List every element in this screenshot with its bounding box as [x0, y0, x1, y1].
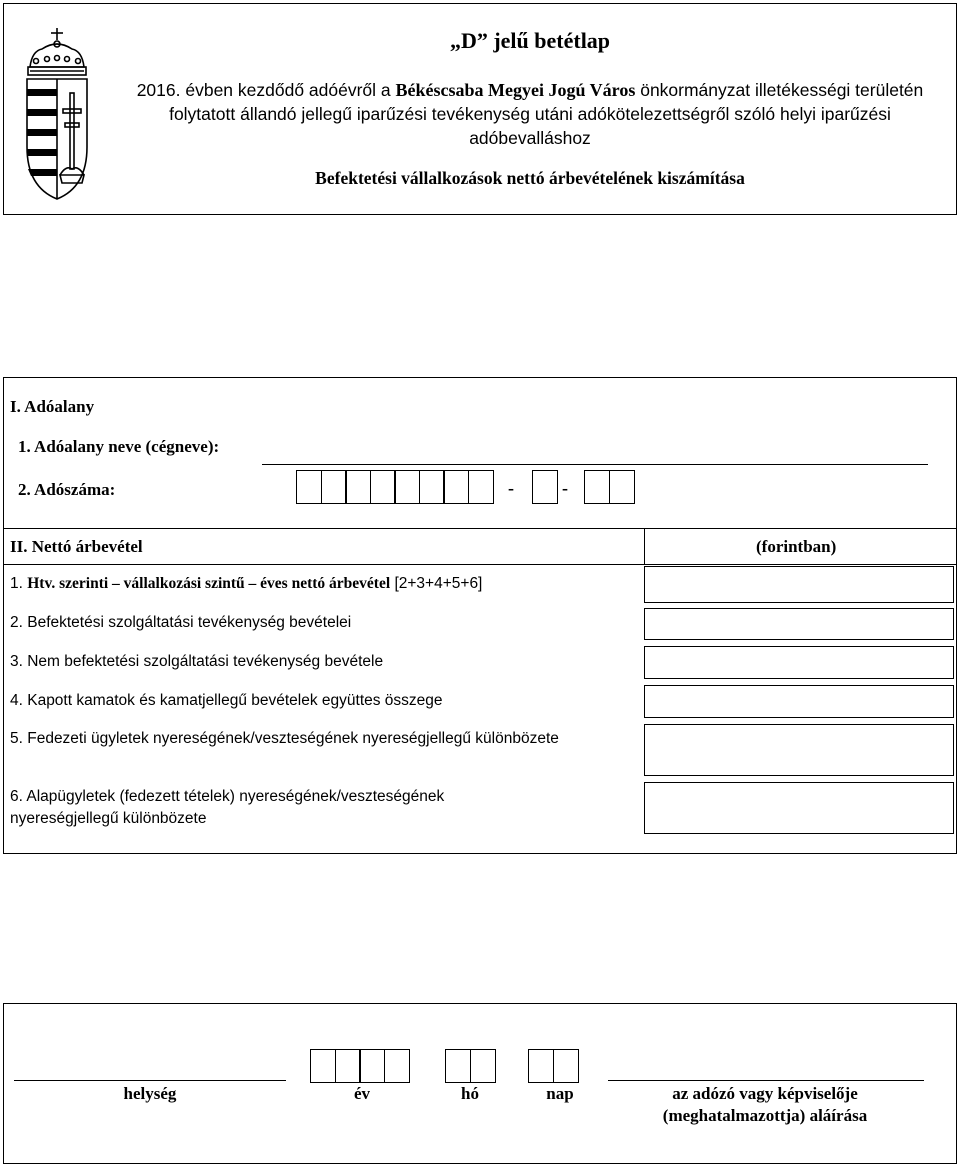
tax-number-cells-3[interactable] [584, 470, 635, 504]
section-divider [3, 528, 957, 529]
section-revenue-heading: II. Nettó árbevétel [10, 537, 143, 556]
signature-label-line1: az adózó vagy képviselője [672, 1084, 858, 1103]
place-line[interactable] [14, 1080, 286, 1081]
section-taxpayer-heading: I. Adóalany [10, 397, 95, 416]
tax-digit-cell[interactable] [584, 470, 610, 504]
header-subtitle: Befektetési vállalkozások nettó árbevételének kiszámítása [315, 168, 745, 188]
month-label: hó [461, 1084, 479, 1103]
date-digit-cell[interactable] [359, 1049, 385, 1083]
signature-label-line2: (meghatalmazottja) aláírása [662, 1106, 868, 1125]
tax-digit-cell[interactable] [532, 470, 558, 504]
revenue-row-value[interactable] [644, 646, 954, 679]
tax-number-dash-2: - [562, 478, 568, 498]
tax-number-cells-2[interactable] [532, 470, 558, 504]
revenue-row-label: 4. Kapott kamatok és kamatjellegű bevételek együttes összege [10, 692, 443, 709]
date-digit-cell[interactable] [553, 1049, 579, 1083]
header-description [130, 78, 930, 150]
revenue-row-label: 5. Fedezeti ügyletek nyereségének/veszteségének nyereségjellegű különbözete [10, 730, 559, 747]
year-cells[interactable] [310, 1049, 410, 1083]
revenue-row-value[interactable] [644, 685, 954, 718]
revenue-row-value[interactable] [644, 782, 954, 834]
tax-digit-cell[interactable] [370, 470, 396, 504]
header-desc-part2: önkormányzat illetékességi területén folytatott állandó jellegű iparűzési tevékenység utáni adókötelezettségről szóló helyi iparűzési adóbevalláshoz [169, 80, 924, 148]
currency-unit-label: (forintban) [756, 537, 837, 556]
unit-divider [644, 528, 645, 564]
year-label: év [353, 1084, 371, 1103]
tax-digit-cell[interactable] [345, 470, 371, 504]
tax-digit-cell[interactable] [419, 470, 445, 504]
tax-digit-cell[interactable] [609, 470, 635, 504]
revenue-row-label: 2. Befektetési szolgáltatási tevékenység bevételei [10, 614, 352, 631]
date-digit-cell[interactable] [528, 1049, 554, 1083]
revenue-row-value[interactable] [644, 566, 954, 603]
date-digit-cell[interactable] [310, 1049, 336, 1083]
date-digit-cell[interactable] [335, 1049, 361, 1083]
tax-number-dash-1: - [508, 478, 514, 498]
revenue-row-value[interactable] [644, 608, 954, 640]
header-desc-city: Békéscsaba Megyei Jogú Város [395, 80, 636, 100]
tax-digit-cell[interactable] [296, 470, 322, 504]
revenue-row-label: 6. Alapügyletek (fedezett tételek) nyereségének/veszteségének nyereségjellegű különbözete [10, 788, 445, 827]
tax-number-label: 2. Adószáma: [18, 480, 116, 499]
date-digit-cell[interactable] [445, 1049, 471, 1083]
taxpayer-name-label: 1. Adóalany neve (cégneve): [18, 437, 220, 456]
header-desc-part1: 2016. évben kezdődő adóévről a [136, 80, 396, 100]
section-divider [3, 564, 957, 565]
date-digit-cell[interactable] [470, 1049, 496, 1083]
tax-digit-cell[interactable] [468, 470, 494, 504]
signature-line[interactable] [608, 1080, 924, 1081]
tax-digit-cell[interactable] [443, 470, 469, 504]
tax-digit-cell[interactable] [394, 470, 420, 504]
hungarian-coat-of-arms-icon [22, 27, 92, 202]
month-cells[interactable] [445, 1049, 496, 1083]
form-title: „D” jelű betétlap [449, 28, 611, 53]
revenue-row-label: 1. Htv. szerinti – vállalkozási szintű – éves nettó árbevétel [2+3+4+5+6] [10, 575, 483, 592]
revenue-row-value[interactable] [644, 724, 954, 776]
revenue-row-label: 3. Nem befektetési szolgáltatási tevékenység bevétele [10, 653, 384, 670]
tax-number-cells-1[interactable] [296, 470, 494, 504]
date-digit-cell[interactable] [384, 1049, 410, 1083]
tax-digit-cell[interactable] [321, 470, 347, 504]
taxpayer-name-field[interactable] [262, 464, 928, 465]
day-label: nap [546, 1084, 574, 1103]
day-cells[interactable] [528, 1049, 579, 1083]
place-label: helység [123, 1084, 177, 1103]
